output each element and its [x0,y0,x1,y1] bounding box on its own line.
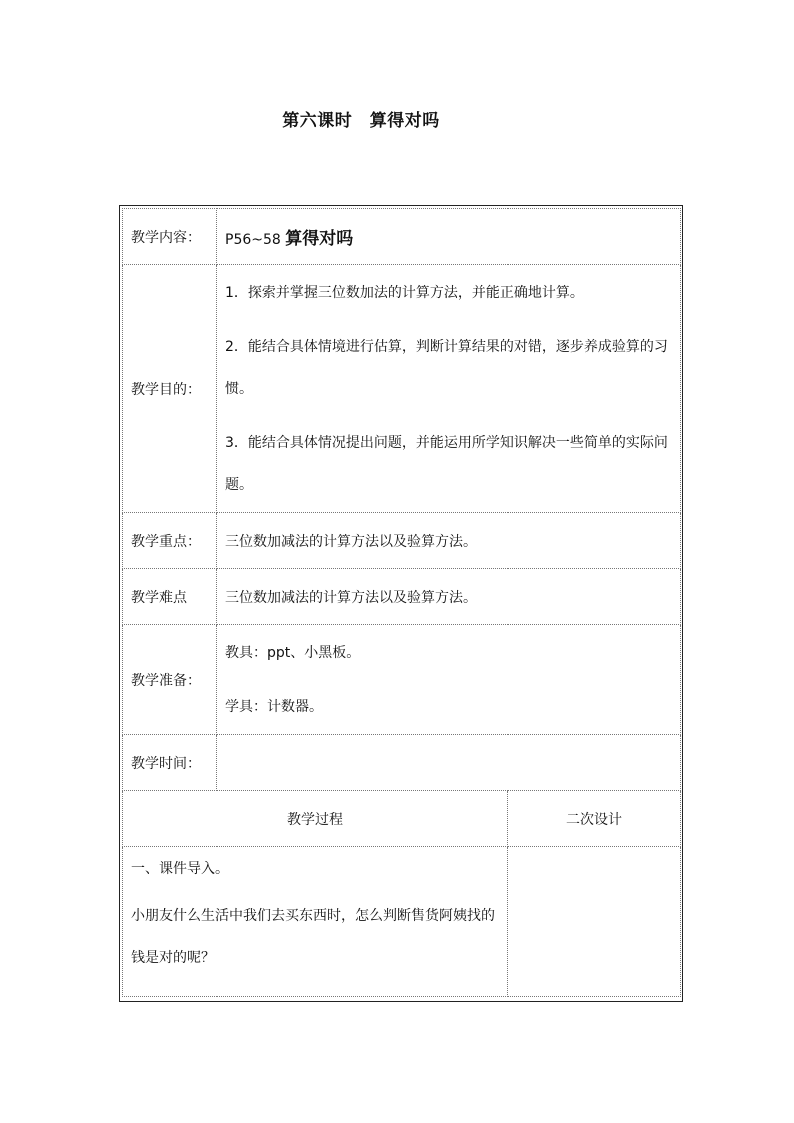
row-time [123,735,681,791]
design-body [508,847,681,997]
row-difficulties [123,569,681,625]
label-difficulties: 教学难点 [123,569,217,625]
process-section: 一、课件导入。 [131,861,229,877]
header-design: 二次设计 [508,791,681,847]
value-preparation [217,625,681,735]
content-topic: 算得对吗 [285,229,354,249]
objective-item: 2．能结合具体情境进行估算，判断计算结果的对错，逐步养成验算的习惯。 [225,338,668,397]
process-body [123,847,508,997]
row-key-points [123,513,681,569]
value-difficulties: 三位数加减法的计算方法以及验算方法。 [217,569,681,625]
row-process-header [123,791,681,847]
prep-teacher: 教具：ppt、小黑板。 [225,644,361,661]
label-key-points: 教学重点： [123,513,217,569]
row-content [123,209,681,265]
page-title: 第六课时 算得对吗 [282,111,440,131]
objective-item: 3．能结合具体情况提出问题，并能运用所学知识解决一些简单的实际问题。 [225,434,668,493]
content-pages: P56~58 [225,232,281,248]
header-process: 教学过程 [123,791,508,847]
prep-student: 学具：计数器。 [225,698,323,715]
row-objectives [123,265,681,513]
value-objectives [217,265,681,513]
label-objectives: 教学目的： [123,265,217,513]
process-text: 小朋友什么生活中我们去买东西时，怎么判断售货阿姨找的钱是对的呢？ [131,908,495,966]
lesson-plan-table [122,208,681,997]
value-content [217,209,681,265]
value-key-points: 三位数加减法的计算方法以及验算方法。 [217,513,681,569]
objective-item: 1．探索并掌握三位数加法的计算方法，并能正确地计算。 [225,284,584,301]
label-preparation: 教学准备： [123,625,217,735]
label-time: 教学时间： [123,735,217,791]
label-content: 教学内容： [123,209,217,265]
value-time [217,735,681,791]
row-preparation [123,625,681,735]
row-process-body [123,847,681,997]
